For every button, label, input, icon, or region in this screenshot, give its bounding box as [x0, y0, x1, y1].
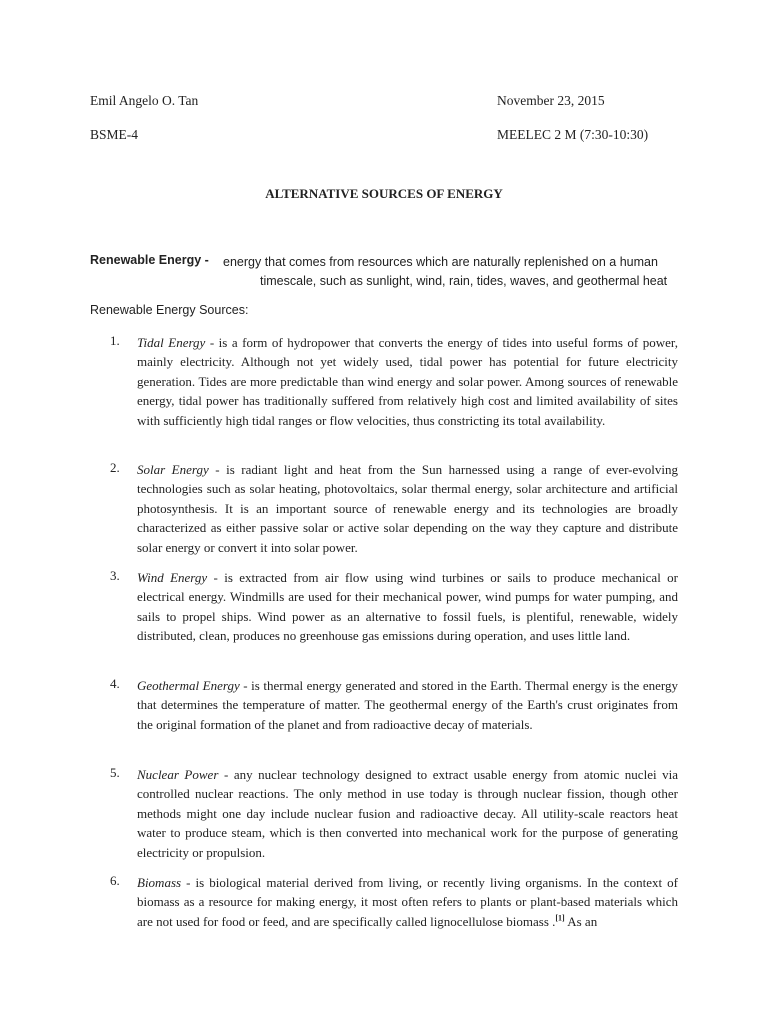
list-item-number: 3. [110, 568, 120, 583]
document-date: November 23, 2015 [497, 93, 605, 108]
sources-heading: Renewable Energy Sources: [90, 303, 249, 317]
definition-separator: - [204, 253, 209, 267]
list-item-number: 1. [110, 333, 120, 348]
list-item-body [137, 460, 678, 557]
list-item-number: 6. [110, 873, 120, 888]
definition-term-label: Renewable Energy [90, 253, 202, 267]
course-code: BSME-4 [90, 127, 139, 142]
list-item-number: 5. [110, 765, 120, 780]
list-item-number: 2. [110, 460, 120, 475]
list-item-text: - any nuclear technology designed to extract usable energy from atomic nuclei via controlled nuclear reactions. The only method in use today is through nuclear fission, though other methods might one day include nuclear fusion and radioactive decay. All utility-scale reactors heat water to produce steam, which is then converted into mechanical work for the purpose of generating electricity or propulsion. [137, 767, 679, 860]
list-item-body [137, 568, 678, 646]
author-name: Emil Angelo O. Tan [90, 93, 199, 108]
list-item-term: Nuclear Power [137, 767, 219, 782]
list-item-body [137, 333, 678, 430]
definition-line-1: energy that comes from resources which are naturally replenished on a human [223, 255, 658, 269]
definition-term [90, 253, 209, 267]
list-item-term: Solar Energy [137, 462, 209, 477]
definition-line-2: timescale, such as sunlight, wind, rain, tides, waves, and geothermal heat [260, 274, 668, 288]
page-title: ALTERNATIVE SOURCES OF ENERGY [265, 186, 503, 201]
list-item-text: - is a form of hydropower that converts the energy of tides into useful forms of power, mainly electricity. Although not yet widely used, tidal power has potential for future electricity generation. Tides are more predictable than wind energy and solar power. Among sources of renewable energy, tidal power has traditionally suffered from relatively high cost and limited availability of sites with sufficiently high tidal ranges or flow velocities, thus constricting its total availability. [137, 335, 678, 428]
list-item-text: - is biological material derived from living, or recently living organisms. In the context of biomass as a resource for making energy, it most often refers to plants or plant-based materials which are not used for food or feed, and are specifically called lignocellulose biomass . [137, 875, 678, 929]
definition-text [223, 253, 683, 291]
list-item-term: Geothermal Energy [137, 678, 240, 693]
list-item-body [137, 873, 678, 931]
citation-marker[interactable]: [1] [555, 913, 565, 923]
list-item-term: Biomass [137, 875, 182, 890]
list-item-text: - is thermal energy generated and stored in the Earth. Thermal energy is the energy that determines the temperature of matter. The geothermal energy of the Earth's crust originates from the original formation of the planet and from radioactive decay of materials. [137, 678, 678, 732]
list-item-text-continued: As an [564, 913, 598, 929]
list-item-term: Tidal Energy [137, 335, 206, 350]
list-item-body [137, 765, 678, 862]
list-item-term: Wind Energy [137, 570, 208, 585]
list-item-text: - is radiant light and heat from the Sun harnessed using a range of ever-evolving technologies such as solar heating, photovoltaics, solar thermal energy, solar architecture and artificial photosynthesis. It is an important source of renewable energy and its technologies are broadly characterized as either passive solar or active solar depending on the way they capture and distribute solar energy or convert it into solar power. [137, 462, 679, 555]
list-item-number: 4. [110, 676, 120, 691]
list-item-body [137, 676, 678, 734]
class-schedule: MEELEC 2 M (7:30-10:30) [497, 127, 649, 142]
list-item-text: - is extracted from air flow using wind turbines or sails to produce mechanical or electrical energy. Windmills are used for their mechanical power, wind pumps for water pumping, and sails to propel ships. Wind power as an alternative to fossil fuels, is plentiful, renewable, widely distributed, clean, produces no greenhouse gas emissions during operation, and uses little land. [137, 570, 679, 644]
